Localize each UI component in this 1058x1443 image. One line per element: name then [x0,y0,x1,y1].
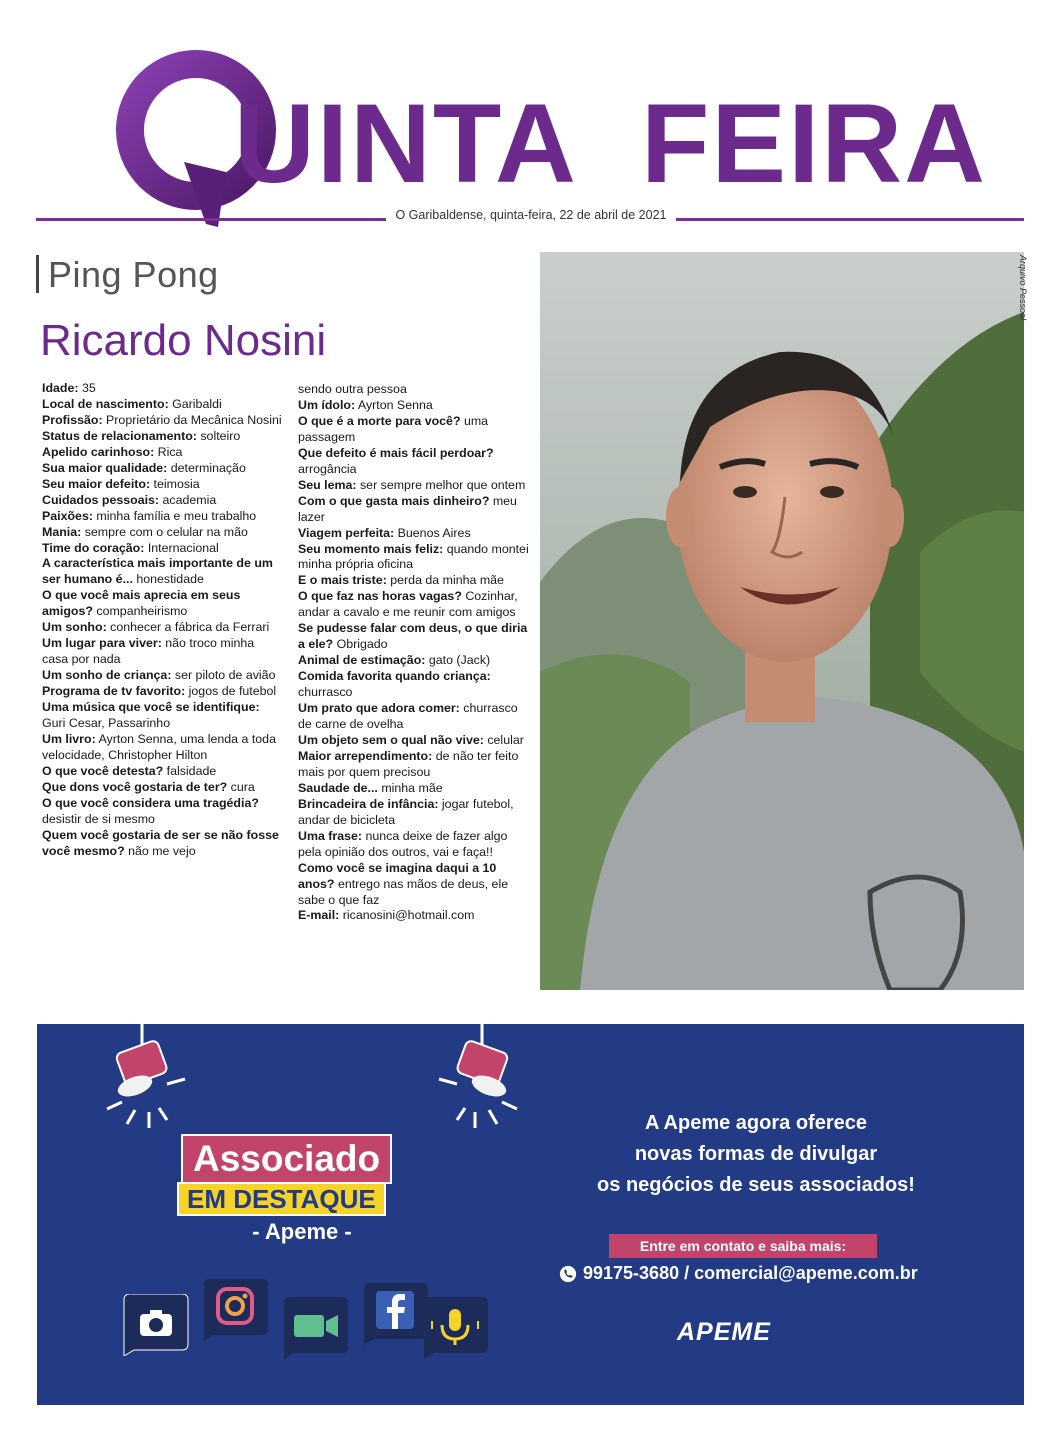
qa-question: Programa de tv favorito: [42,684,186,699]
qa-entry [42,636,282,668]
video-icon [280,1297,350,1359]
qa-answer: academia [159,492,217,507]
qa-entry [42,429,282,445]
qa-entry [298,861,533,909]
qa-answer: Cozinhar, andar a cavalo e me reunir com amigos [298,589,518,620]
section-divider [36,255,39,293]
qa-answer: jogar futebol, andar de bicicleta [298,796,514,827]
qa-question: Animal de estimação: [298,653,426,668]
qa-entry [42,381,282,397]
qa-entry [42,620,282,636]
qa-answer: de não ter feito mais por quem precisou [298,748,519,779]
qa-answer: determinação [167,460,246,475]
qa-entry [298,669,533,701]
qa-question: Seu momento mais feliz: [298,541,444,556]
qa-entry [42,556,282,588]
qa-answer: uma passagem [298,413,489,444]
qa-answer: ser piloto de avião [171,668,276,683]
qa-answer: churrasco [298,685,353,700]
qa-question: Sua maior qualidade: [42,460,168,475]
qa-question: Status de relacionamento: [42,428,197,443]
microphone-icon [420,1297,490,1359]
apeme-logo: APEME [677,1318,771,1346]
contact-text[interactable]: 99175-3680 / comercial@apeme.com.br [583,1263,918,1283]
qa-question: Comida favorita quando criança: [298,669,491,684]
qa-question: Seu lema: [298,477,357,492]
qa-question: Brincadeira de infância: [298,796,439,811]
ad-headline-line: A Apeme agora oferece [645,1112,867,1134]
qa-answer: Buenos Aires [394,525,471,540]
qa-entry [42,445,282,461]
qa-entry [42,828,282,860]
masthead-title-part1: UINTA [234,81,578,206]
qa-entry [42,413,282,429]
qa-entry [42,477,282,493]
ad-title-associado: Associado [181,1134,392,1184]
portrait-photo [540,252,1024,990]
spotlight-icon [427,1024,537,1134]
qa-question: Idade: [42,381,79,395]
masthead-rule-left [36,218,386,221]
qa-entry [42,780,282,796]
qa-question: Um sonho: [42,620,107,635]
qa-answer: Ayrton Senna, uma lenda a toda velocidade, Christopher Hilton [42,731,276,762]
qa-entry [42,541,282,557]
qa-question: Time do coração: [42,540,145,555]
qa-answer: perda da minha mãe [386,573,504,588]
qa-question: Uma música que você se identifique: [42,700,260,715]
qa-answer: churrasco de carne de ovelha [298,701,518,732]
qa-entry [298,701,533,733]
ad-headline [541,1108,971,1201]
spotlight-icon [87,1024,197,1134]
qa-answer: Proprietário da Mecânica Nosini [102,412,282,427]
qa-entry [298,494,533,526]
qa-answer: desistir de si mesmo [42,811,155,826]
qa-answer: Guri Cesar, Passarinho [42,716,171,731]
qa-question: Um prato que adora comer: [298,701,460,716]
qa-answer: gato (Jack) [425,653,491,668]
qa-answer: meu lazer [298,493,517,524]
qa-question: Local de nascimento: [42,396,169,411]
qa-question: Mania: [42,524,82,539]
qa-question: A característica mais importante de um ser humano é... [42,556,273,587]
qa-entry [298,398,533,414]
qa-entry [298,573,533,589]
section-label: Ping Pong [48,254,219,295]
qa-question: E o mais triste: [298,573,387,588]
qa-entry [298,542,533,574]
qa-answer: Ayrton Senna [355,397,433,412]
qa-answer: celular [483,732,524,747]
masthead-rule-right [676,218,1024,221]
qa-entry [42,796,282,828]
qa-entry [42,732,282,764]
qa-column-2 [298,382,533,924]
qa-entry [298,781,533,797]
contact-cta-banner: Entre em contato e saiba mais: [609,1234,877,1258]
apeme-advertisement[interactable] [37,1024,1024,1405]
qa-entry [42,764,282,780]
qa-answer: solteiro [196,428,241,443]
qa-answer: sendo outra pessoa [298,382,407,396]
qa-entry [298,749,533,781]
qa-entry [298,733,533,749]
qa-entry [298,589,533,621]
qa-entry [42,397,282,413]
qa-question: Um livro: [42,731,96,746]
qa-answer: jogos de futebol [185,684,277,699]
qa-answer: 35 [78,381,96,395]
camera-icon [120,1294,190,1356]
qa-entry [298,829,533,861]
qa-question: Apelido carinhoso: [42,444,155,459]
qa-question: Um ídolo: [298,397,356,412]
qa-question: Que dons você gostaria de ter? [42,779,228,794]
qa-question: Paixões: [42,508,93,523]
qa-entry [298,478,533,494]
qa-answer: falsidade [163,763,217,778]
qa-question: O que é a morte para você? [298,413,461,428]
qa-answer: entrego nas mãos de deus, ele sabe o que faz [298,876,509,907]
person-name: Ricardo Nosini [40,316,327,365]
qa-question: Que defeito é mais fácil perdoar? [298,445,494,460]
qa-question: Profissão: [42,412,103,427]
qa-question: Saudade de... [298,780,378,795]
qa-answer: não me vejo [124,843,196,858]
qa-answer: teimosia [150,476,200,491]
qa-entry [42,588,282,620]
qa-question: Seu maior defeito: [42,476,151,491]
ad-headline-line: os negócios de seus associados! [597,1174,915,1196]
qa-question: Maior arrependimento: [298,748,433,763]
qa-entry [298,653,533,669]
qa-answer: Rica [154,444,183,459]
social-icons [120,1279,490,1389]
qa-question: E-mail: [298,908,340,923]
instagram-icon [200,1279,270,1341]
qa-answer: quando montei minha própria oficina [298,541,529,572]
qa-entry [42,700,282,732]
qa-entry [42,509,282,525]
qa-entry [42,668,282,684]
qa-answer: conhecer a fábrica da Ferrari [106,620,270,635]
qa-answer: Obrigado [333,637,388,652]
qa-entry [298,797,533,829]
qa-entry [298,446,533,478]
qa-answer: arrogância [298,461,357,476]
qa-entry [42,525,282,541]
dateline: O Garibaldense, quinta-feira, 22 de abril de 2021 [395,208,667,222]
qa-answer: nunca deixe de fazer algo pela opinião dos outros, vai e faça!! [298,828,508,859]
qa-question: O que você considera uma tragédia? [42,795,259,810]
qa-question: Um sonho de criança: [42,668,172,683]
photo-credit: Arquivo Pessoal [1018,255,1028,321]
qa-question: Uma frase: [298,828,363,843]
qa-answer: não troco minha casa por nada [42,636,255,667]
qa-entry [298,621,533,653]
qa-question: O que você detesta? [42,763,164,778]
qa-column-1 [42,381,282,860]
qa-entry [298,414,533,446]
portrait-illustration [540,252,1024,990]
qa-question: Um lugar para viver: [42,636,162,651]
qa-question: Como você se imagina daqui a 10 anos? [298,860,497,891]
qa-answer: ricanosini@hotmail.com [339,908,475,923]
whatsapp-icon [559,1265,577,1283]
qa-answer: honestidade [132,572,204,587]
qa-answer: minha família e meu trabalho [92,508,257,523]
qa-entry [42,461,282,477]
qa-answer: Garibaldi [168,396,222,411]
ad-headline-line: novas formas de divulgar [634,1143,878,1165]
qa-question: Quem você gostaria de ser se não fosse você mesmo? [42,827,279,858]
qa-question: Viagem perfeita: [298,525,395,540]
qa-question: O que faz nas horas vagas? [298,589,462,604]
qa-question: Se pudesse falar com deus, o que diria a ele? [298,621,528,652]
qa-entry [298,908,533,924]
qa-answer: sempre com o celular na mão [81,524,248,539]
qa-question: O que você mais aprecia em seus amigos? [42,588,241,619]
qa-answer: Internacional [144,540,219,555]
ad-title-apeme: - Apeme - [252,1219,352,1244]
masthead-title-part2: FEIRA [641,81,987,206]
qa-question: Com o que gasta mais dinheiro? [298,493,490,508]
qa-entry [42,684,282,700]
ad-title-em-destaque: EM DESTAQUE [177,1182,386,1216]
qa-answer: cura [227,779,255,794]
qa-entry [298,526,533,542]
contact-info[interactable] [559,1263,959,1284]
qa-answer: minha mãe [377,780,443,795]
qa-question: Um objeto sem o qual não vive: [298,732,484,747]
masthead [36,30,1024,230]
qa-entry [298,382,533,398]
qa-entry [42,493,282,509]
qa-question: Cuidados pessoais: [42,492,160,507]
qa-answer: ser sempre melhor que ontem [356,477,526,492]
qa-answer: companheirismo [92,604,188,619]
